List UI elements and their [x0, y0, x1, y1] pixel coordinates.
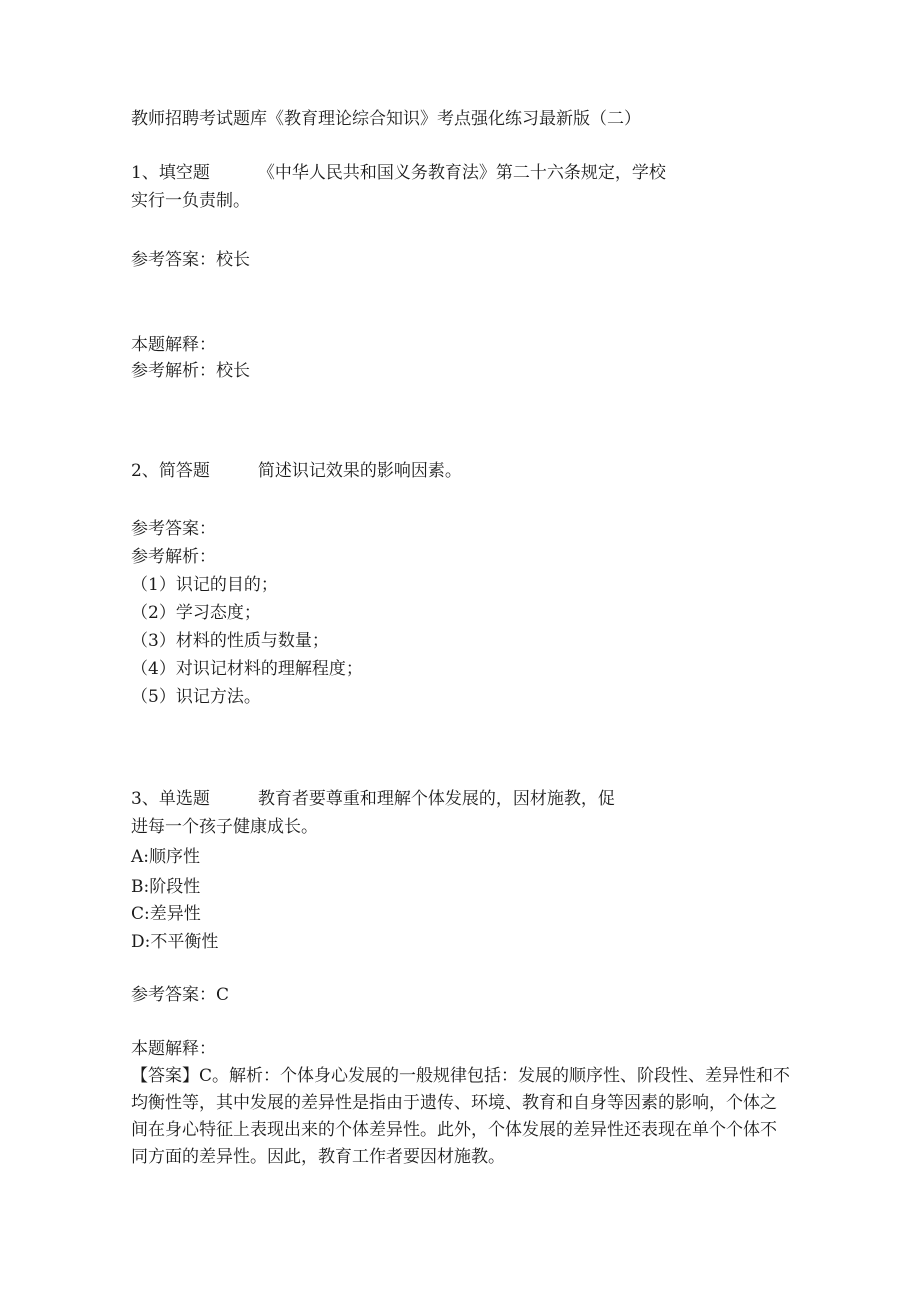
q3-answer-label: 参考答案：	[131, 985, 216, 1005]
q1-number: 1、	[131, 163, 159, 183]
q3-explanation: 【答案】C。解析：个体身心发展的一般规律包括：发展的顺序性、阶段性、差异性和不均衡性等，其中发展的差异性是指由于遗传、环境、教育和自身等因素的影响，个体之间在身心特征上表现出来的个体差异性。此外，个体发展的差异性还表现在单个个体不同方面的差异性。因此，教育工作者要因材施教。	[131, 1066, 791, 1167]
q3-stem-line2: 进每一个孩子健康成长。	[131, 817, 318, 837]
q3-header	[131, 788, 615, 810]
q2-point: （5）识记方法。	[131, 687, 261, 707]
q1-type: 填空题	[158, 163, 210, 183]
q1-answer-label: 参考答案：	[131, 250, 216, 270]
q2-stem: 简述识记效果的影响因素。	[257, 461, 462, 481]
q1-stem-line1: 《中华人民共和国义务教育法》第二十六条规定，学校	[257, 163, 666, 183]
q2-analysis-label: 参考解析：	[131, 547, 216, 567]
q2-answer-label: 参考答案：	[131, 519, 216, 539]
q1-analysis	[131, 360, 250, 382]
q3-type: 单选题	[158, 789, 210, 809]
q1-answer-value: 校长	[216, 250, 250, 270]
q2-point: （1）识记的目的；	[131, 575, 278, 595]
q2-point: （2）学习态度；	[131, 603, 261, 623]
q2-point: （4）对识记材料的理解程度；	[131, 659, 363, 679]
q2-type: 简答题	[158, 461, 210, 481]
q3-option-a: A:顺序性	[131, 847, 201, 867]
q2-number: 2、	[131, 461, 159, 481]
q3-number: 3、	[131, 789, 159, 809]
q1-analysis-value: 校长	[216, 361, 250, 381]
q1-explain-label: 本题解释：	[131, 335, 216, 355]
q3-answer-value: C	[216, 985, 230, 1005]
q1-answer	[131, 249, 250, 271]
q3-option-d: D:不平衡性	[131, 932, 219, 952]
q3-option-c: C:差异性	[131, 904, 201, 924]
q3-explain-label: 本题解释：	[131, 1039, 216, 1059]
q1-header	[131, 162, 666, 184]
q1-analysis-label: 参考解析：	[131, 361, 216, 381]
q1-stem-line2: 实行一负责制。	[131, 191, 250, 211]
q2-header	[131, 460, 462, 482]
q3-option-b: B:阶段性	[131, 877, 201, 897]
q2-point: （3）材料的性质与数量；	[131, 631, 329, 651]
q3-answer	[131, 984, 229, 1006]
q3-stem-line1: 教育者要尊重和理解个体发展的，因材施教，促	[257, 789, 615, 809]
document-title: 教师招聘考试题库《教育理论综合知识》考点强化练习最新版（二）	[131, 109, 641, 129]
